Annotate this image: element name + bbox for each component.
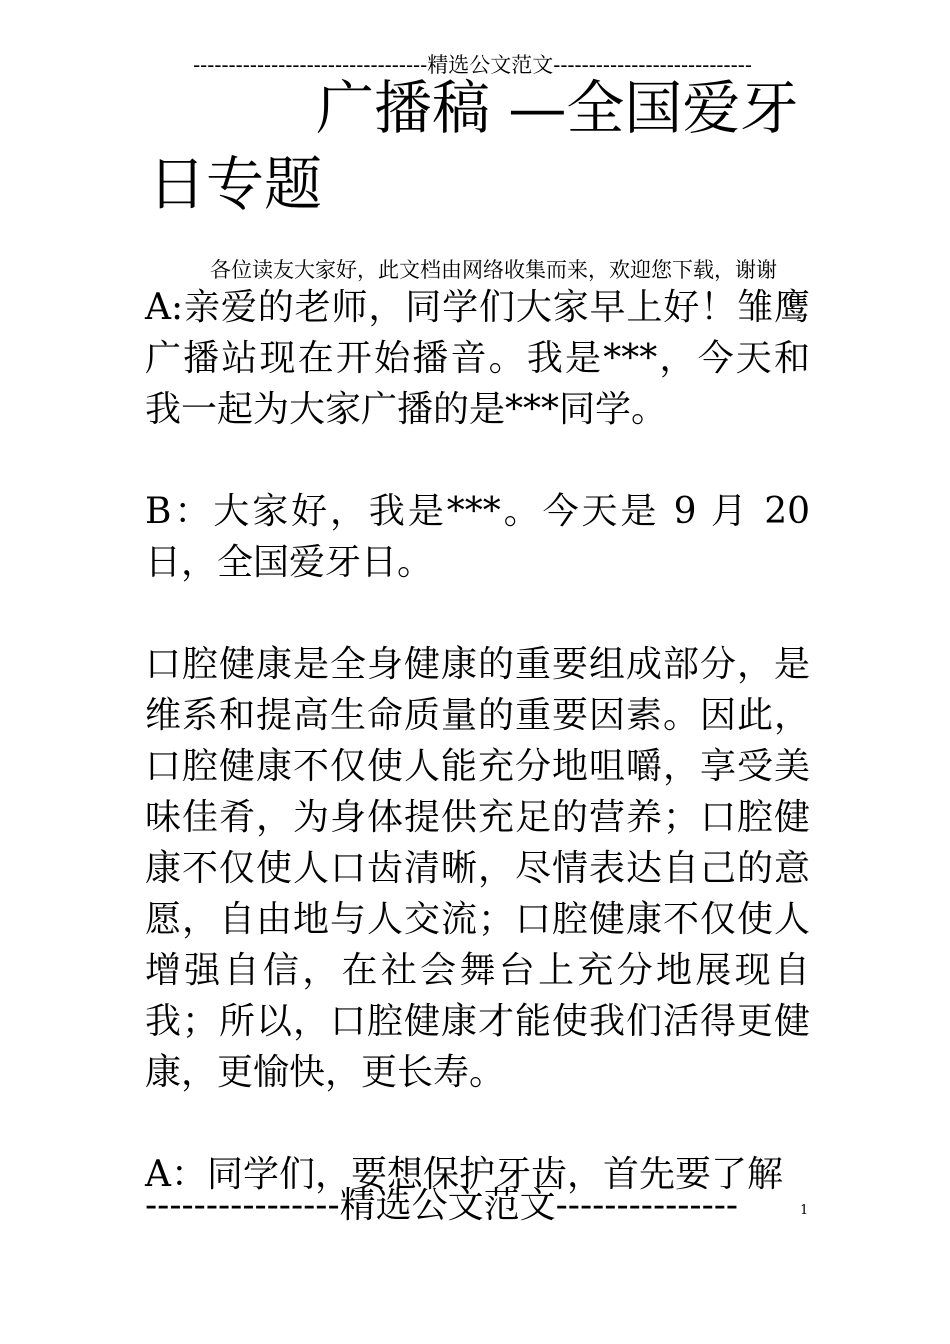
download-note: 各位读友大家好，此文档由网络收集而来，欢迎您下载，谢谢 (210, 258, 777, 282)
paragraph-2: B：大家好，我是***。今天是 9 月 20 日，全国爱牙日。 (145, 491, 810, 583)
page-number: 1 (800, 1203, 809, 1218)
paragraph-3: 口腔健康是全身健康的重要组成部分，是维系和提高生命质量的重要因素。因此，口腔健康不仅使人能充分地咀嚼，享受美味佳肴，为身体提供充足的营养；口腔健康不仅使人口齿清晰，尽情表达自己的意愿，自由地与人交流；口腔健康不仅使人增强自信，在社会舞台上充分地展现自我；所以，口腔健康才能使我们活得更健康，更愉快，更长寿。 (145, 644, 810, 1093)
title-line-1: 广播稿 —全国爱牙 (316, 74, 799, 142)
title-line-2: 日专题 (148, 150, 323, 218)
paragraph-4: A：同学们，要想保护牙齿，首先要了解 (145, 1154, 783, 1195)
document-title (148, 70, 808, 222)
body-text (145, 282, 810, 1200)
page-footer: ----------------精选公文范文--------------- (145, 1185, 739, 1226)
paragraph-1: A:亲爱的老师，同学们大家早上好！雏鹰广播站现在开始播音。我是***，今天和我一起为大家广播的是***同学。 (145, 287, 810, 430)
page-header: ---------------------------------精选公文范文---------------------------- (193, 53, 752, 77)
